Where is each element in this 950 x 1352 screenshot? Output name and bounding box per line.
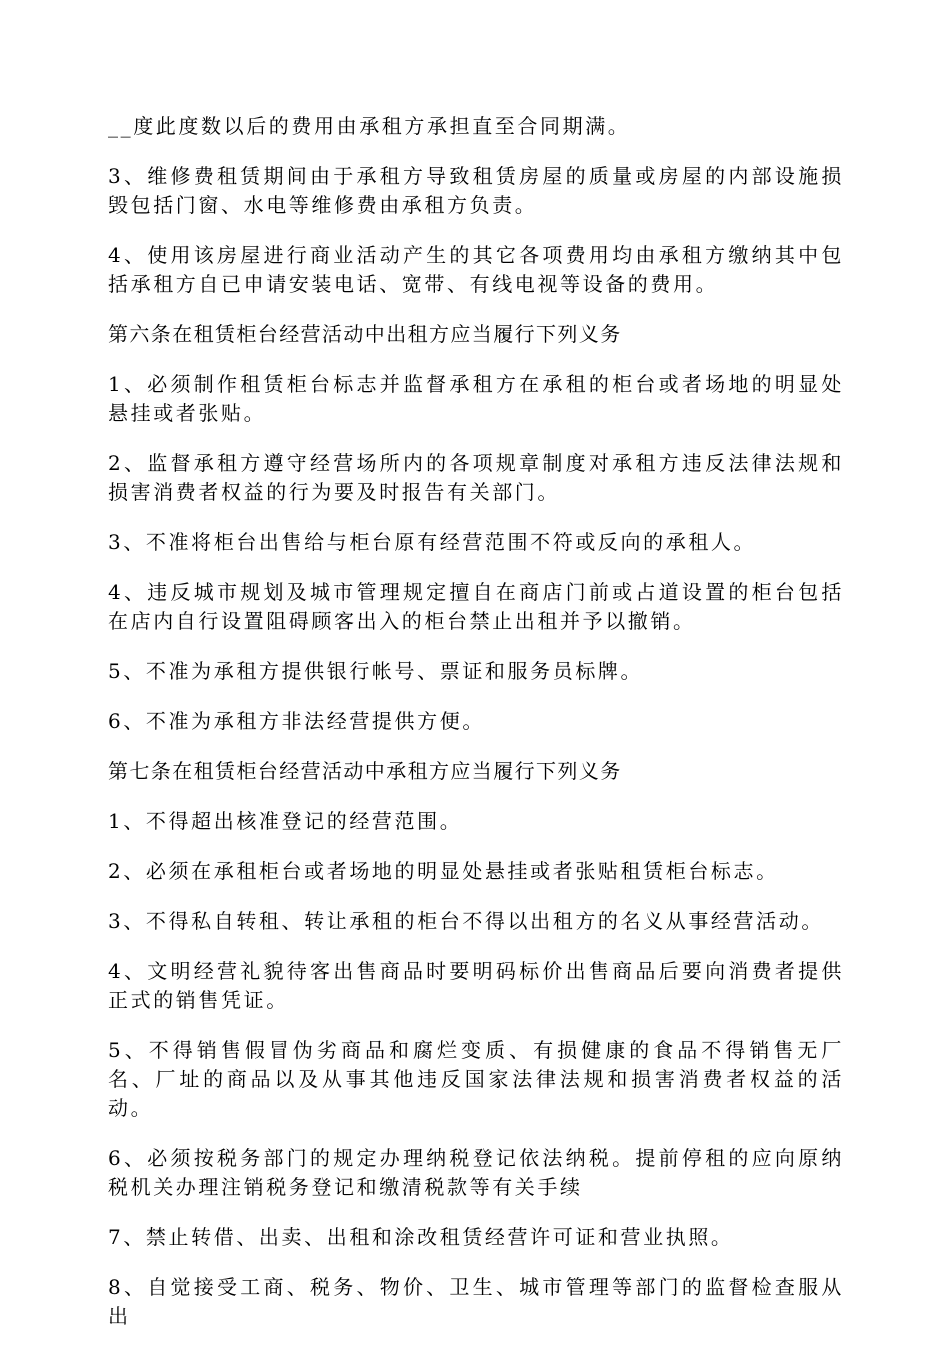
- paragraph-article-7-item-2: 2、必须在承租柜台或者场地的明显处悬挂或者张贴租赁柜台标志。: [108, 859, 779, 883]
- paragraph-article-6-item-4: 4、违反城市规划及城市管理规定擅自在商店门前或占道设置的柜台包括在店内自行设置阻碍顾客出入的柜台禁止出租并予以撤销。: [108, 580, 844, 633]
- paragraph-article-7-item-4: 4、文明经营礼貌待客出售商品时要明码标价出售商品后要向消费者提供正式的销售凭证。: [108, 959, 844, 1012]
- paragraph-article-7-item-3: 3、不得私自转租、转让承租的柜台不得以出租方的名义从事经营活动。: [108, 909, 824, 933]
- paragraph-fee-continuation: __度此度数以后的费用由承租方承担直至合同期满。: [108, 114, 631, 138]
- paragraph-article-7-item-1: 1、不得超出核准登记的经营范围。: [108, 809, 463, 833]
- heading-article-6: 第六条在租赁柜台经营活动中出租方应当履行下列义务: [108, 322, 622, 346]
- document-body: [108, 112, 844, 1352]
- paragraph-clause-4-other-fees: 4、使用该房屋进行商业活动产生的其它各项费用均由承租方缴纳其中包括承租方自已申请安装电话、宽带、有线电视等设备的费用。: [108, 243, 844, 296]
- paragraph-article-6-item-5: 5、不准为承租方提供银行帐号、票证和服务员标牌。: [108, 659, 644, 683]
- paragraph-article-6-item-3: 3、不准将柜台出售给与柜台原有经营范围不符或反向的承租人。: [108, 530, 757, 554]
- paragraph-article-6-item-6: 6、不准为承租方非法经营提供方便。: [108, 709, 485, 733]
- paragraph-article-6-item-1: 1、必须制作租赁柜台标志并监督承租方在承租的柜台或者场地的明显处悬挂或者张贴。: [108, 372, 844, 425]
- paragraph-article-7-item-5: 5、不得销售假冒伪劣商品和腐烂变质、有损健康的食品不得销售无厂名、厂址的商品以及从事其他违反国家法律法规和损害消费者权益的活动。: [108, 1038, 844, 1120]
- paragraph-article-7-item-8: 8、自觉接受工商、税务、物价、卫生、城市管理等部门的监督检查服从出: [108, 1275, 844, 1328]
- paragraph-article-6-item-2: 2、监督承租方遵守经营场所内的各项规章制度对承租方违反法律法规和损害消费者权益的行为要及时报告有关部门。: [108, 451, 844, 504]
- paragraph-article-7-item-7: 7、禁止转借、出卖、出租和涂改租赁经营许可证和营业执照。: [108, 1225, 734, 1249]
- paragraph-article-7-item-6: 6、必须按税务部门的规定办理纳税登记依法纳税。提前停租的应向原纳税机关办理注销税务登记和缴清税款等有关手续: [108, 1146, 844, 1199]
- heading-article-7: 第七条在租赁柜台经营活动中承租方应当履行下列义务: [108, 759, 622, 783]
- paragraph-clause-3-repair-fee: 3、维修费租赁期间由于承租方导致租赁房屋的质量或房屋的内部设施损毁包括门窗、水电等维修费由承租方负责。: [108, 164, 844, 217]
